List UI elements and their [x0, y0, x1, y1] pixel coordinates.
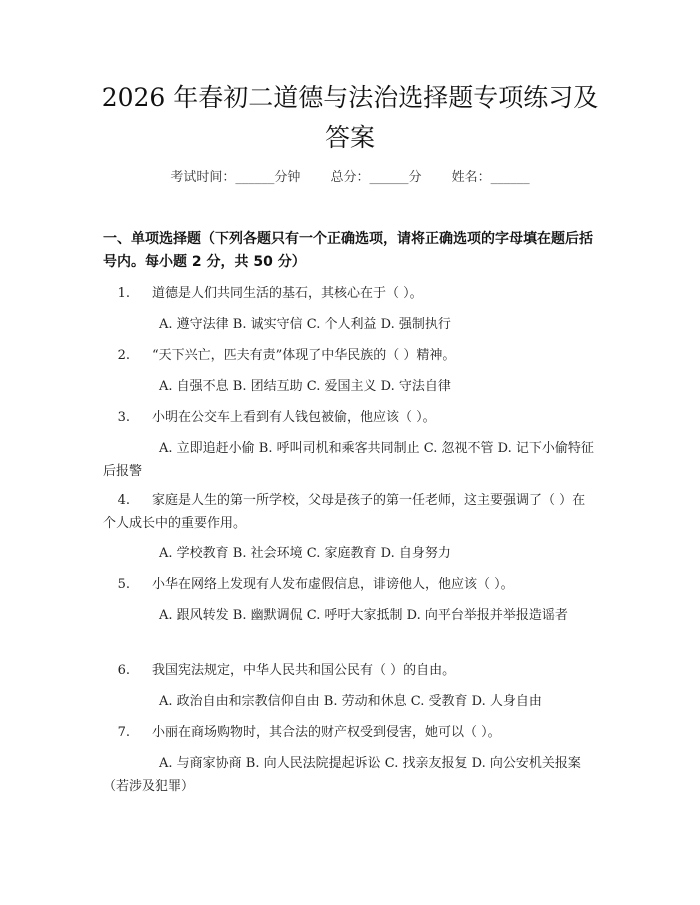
document-title: 2026 年春初二道德与法治选择题专项练习及答案: [101, 83, 599, 152]
question-options: [103, 542, 598, 565]
options-text: A. 立即追赶小偷 B. 呼叫司机和乘客共同制止 C. 忽视不管 D. 记下小偷特征后报警: [103, 441, 594, 479]
question-options: [103, 690, 598, 713]
question-number: 5.: [117, 577, 130, 592]
question-text: 小丽在商场购物时，其合法的财产权受到侵害，她可以（ ）。: [152, 725, 501, 740]
question-stem: [103, 659, 598, 682]
question-text: 小明在公交车上看到有人钱包被偷，他应该（ ）。: [152, 410, 436, 425]
options-text: A. 学校教育 B. 社会环境 C. 家庭教育 D. 自身努力: [159, 546, 451, 561]
section-heading: 一、单项选择题（下列各题只有一个正确选项，请将正确选项的字母填在题后括号内。每小题 2 分，共 50 分）: [103, 231, 593, 270]
name-label: 姓名：______: [451, 170, 530, 185]
question-options: [103, 604, 598, 627]
question-text: 家庭是人生的第一所学校，父母是孩子的第一任老师，这主要强调了（ ）在个人成长中的重要作用。: [103, 493, 586, 531]
options-text: A. 与商家协商 B. 向人民法院提起诉讼 C. 找亲友报复 D. 向公安机关报案（若涉及犯罪）: [103, 756, 581, 794]
options-text: A. 自强不息 B. 团结互助 C. 爱国主义 D. 守法自律: [159, 379, 451, 394]
question-text: 小华在网络上发现有人发布虚假信息，诽谤他人，他应该（ ）。: [152, 577, 514, 592]
question-number: 7.: [117, 725, 130, 740]
question-options: [103, 375, 598, 398]
question-stem: [103, 406, 598, 429]
question-text: 我国宪法规定，中华人民共和国公民有（ ）的自由。: [152, 663, 456, 678]
question-text: “天下兴亡，匹夫有责”体现了中华民族的（ ）精神。: [152, 348, 456, 363]
exam-time-label: 考试时间：______分钟: [170, 170, 301, 185]
question-number: 2.: [117, 348, 130, 363]
question-number: 3.: [117, 410, 130, 425]
question-options: [103, 437, 598, 483]
question-stem: [103, 489, 598, 535]
question-number: 1.: [117, 286, 130, 301]
options-text: A. 政治自由和宗教信仰自由 B. 劳动和休息 C. 受教育 D. 人身自由: [159, 694, 542, 709]
question-stem: [103, 721, 598, 744]
options-text: A. 遵守法律 B. 诚实守信 C. 个人利益 D. 强制执行: [159, 317, 451, 332]
question-options: [103, 313, 598, 336]
question-number: 4.: [117, 493, 130, 508]
question-options: [103, 752, 598, 798]
question-stem: [103, 344, 598, 367]
question-stem: [103, 573, 598, 596]
total-score-label: 总分：______分: [330, 170, 422, 185]
question-stem: [103, 282, 598, 305]
options-text: A. 跟风转发 B. 幽默调侃 C. 呼吁大家抵制 D. 向平台举报并举报造谣者: [159, 608, 568, 623]
exam-meta: [0, 168, 700, 188]
question-number: 6.: [117, 663, 130, 678]
question-text: 道德是人们共同生活的基石，其核心在于（ ）。: [152, 286, 423, 301]
